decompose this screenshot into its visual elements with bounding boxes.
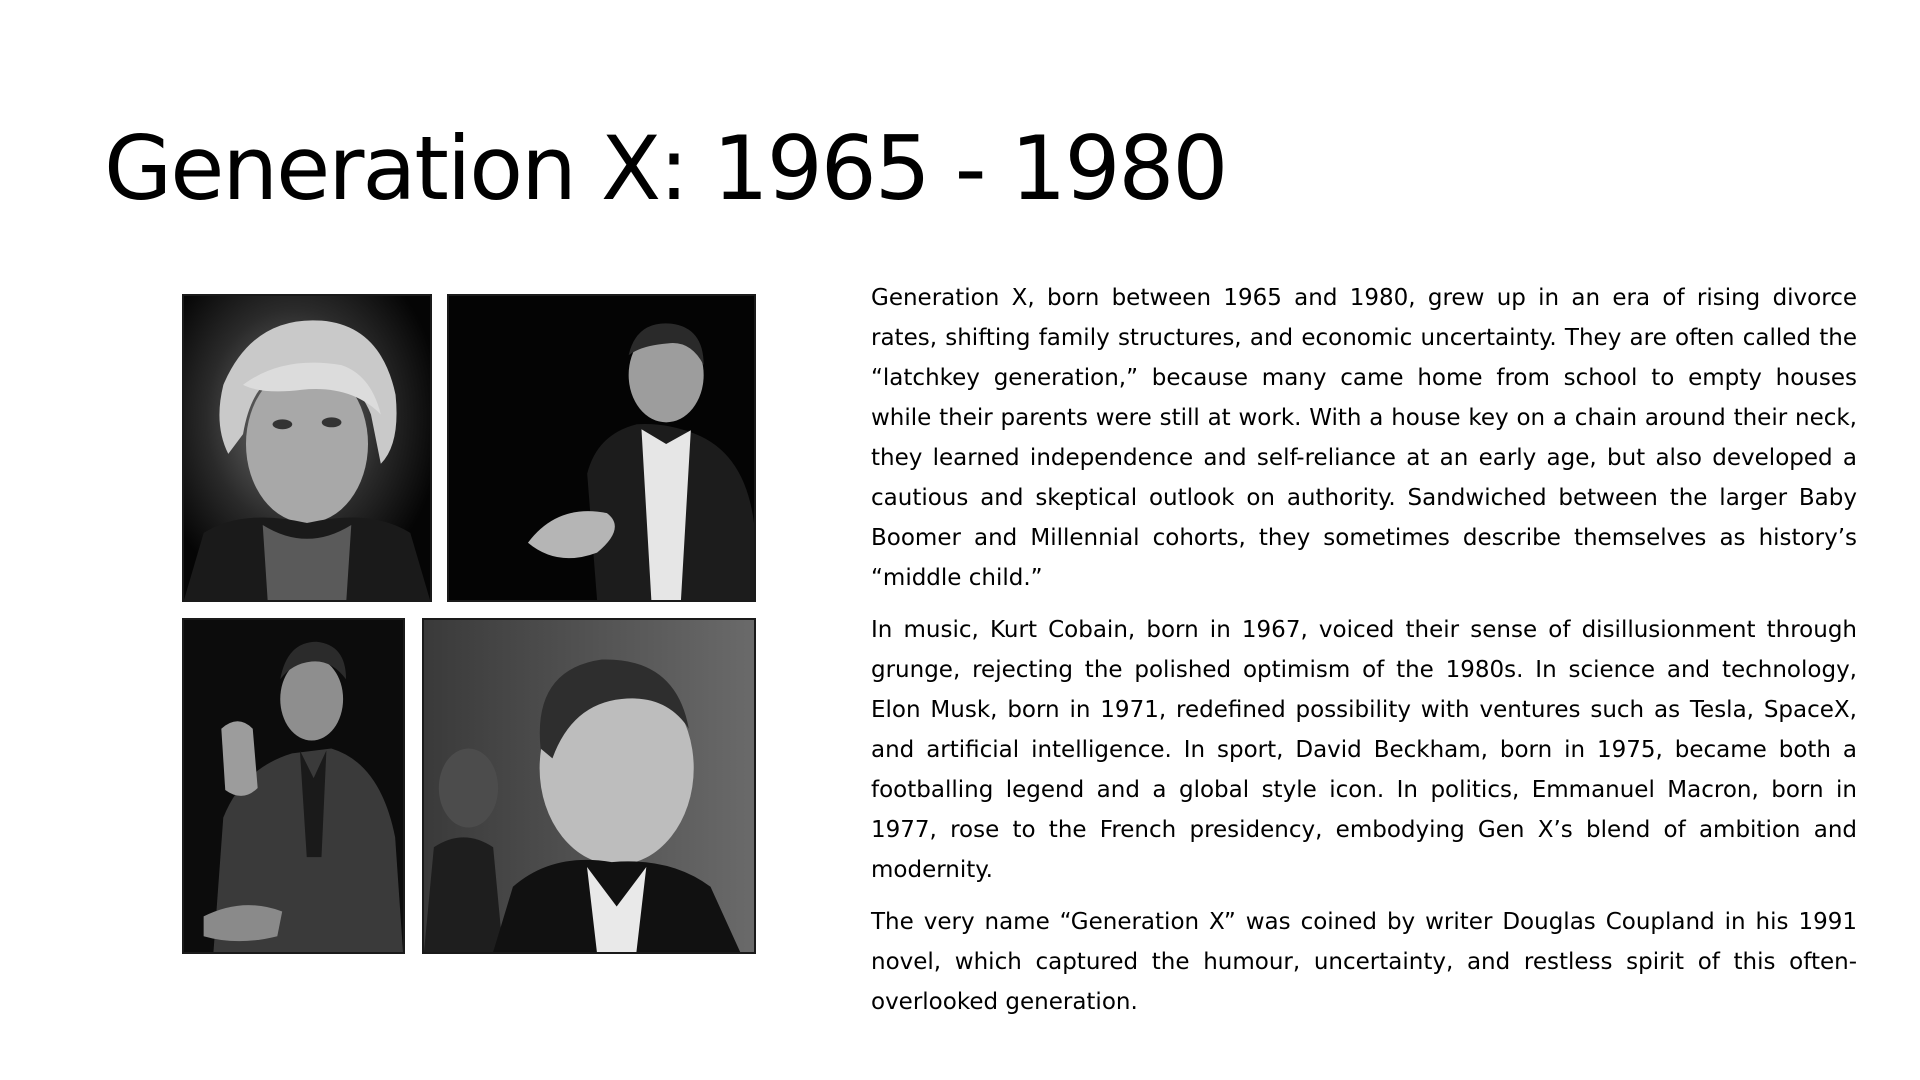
slide-title: Generation X: 1965 - 1980 bbox=[104, 117, 1227, 220]
paragraph-name-origin: The very name “Generation X” was coined by writer Douglas Coupland in his 1991 novel, which captured the humour, uncertainty, and restless spirit of this often-overlooked generation. bbox=[871, 909, 1857, 1015]
portrait-photo-kurt-cobain bbox=[182, 294, 432, 602]
paragraph-intro: Generation X, born between 1965 and 1980, grew up in an era of rising divorce rates, shifting family structures, and economic uncertainty. They are often called the “latchkey generation,” because many came home from school to empty houses while their parents were still at work. With a house key on a chain around their neck, they learned independence and self-reliance at an early age, but also developed a cautious and skeptical outlook on authority. Sandwiched between the larger Baby Boomer and Millennial cohorts, they sometimes describe themselves as history’s “middle child.” bbox=[871, 285, 1857, 591]
paragraph-figures: In music, Kurt Cobain, born in 1967, voiced their sense of disillusionment through grunge, rejecting the polished optimism of the 1980s. In science and technology, Elon Musk, born in 1971, redefined possibility with ventures such as Tesla, SpaceX, and artificial intelligence. In sport, David Beckham, born in 1975, became both a footballing legend and a global style icon. In politics, Emmanuel Macron, born in 1977, rose to the French presidency, embodying Gen X’s blend of ambition and modernity. bbox=[871, 617, 1857, 883]
portrait-photo-david-beckham bbox=[182, 618, 405, 954]
portrait-photo-elon-musk bbox=[447, 294, 756, 602]
portrait-photo-emmanuel-macron bbox=[422, 618, 756, 954]
body-text bbox=[871, 278, 1857, 1034]
